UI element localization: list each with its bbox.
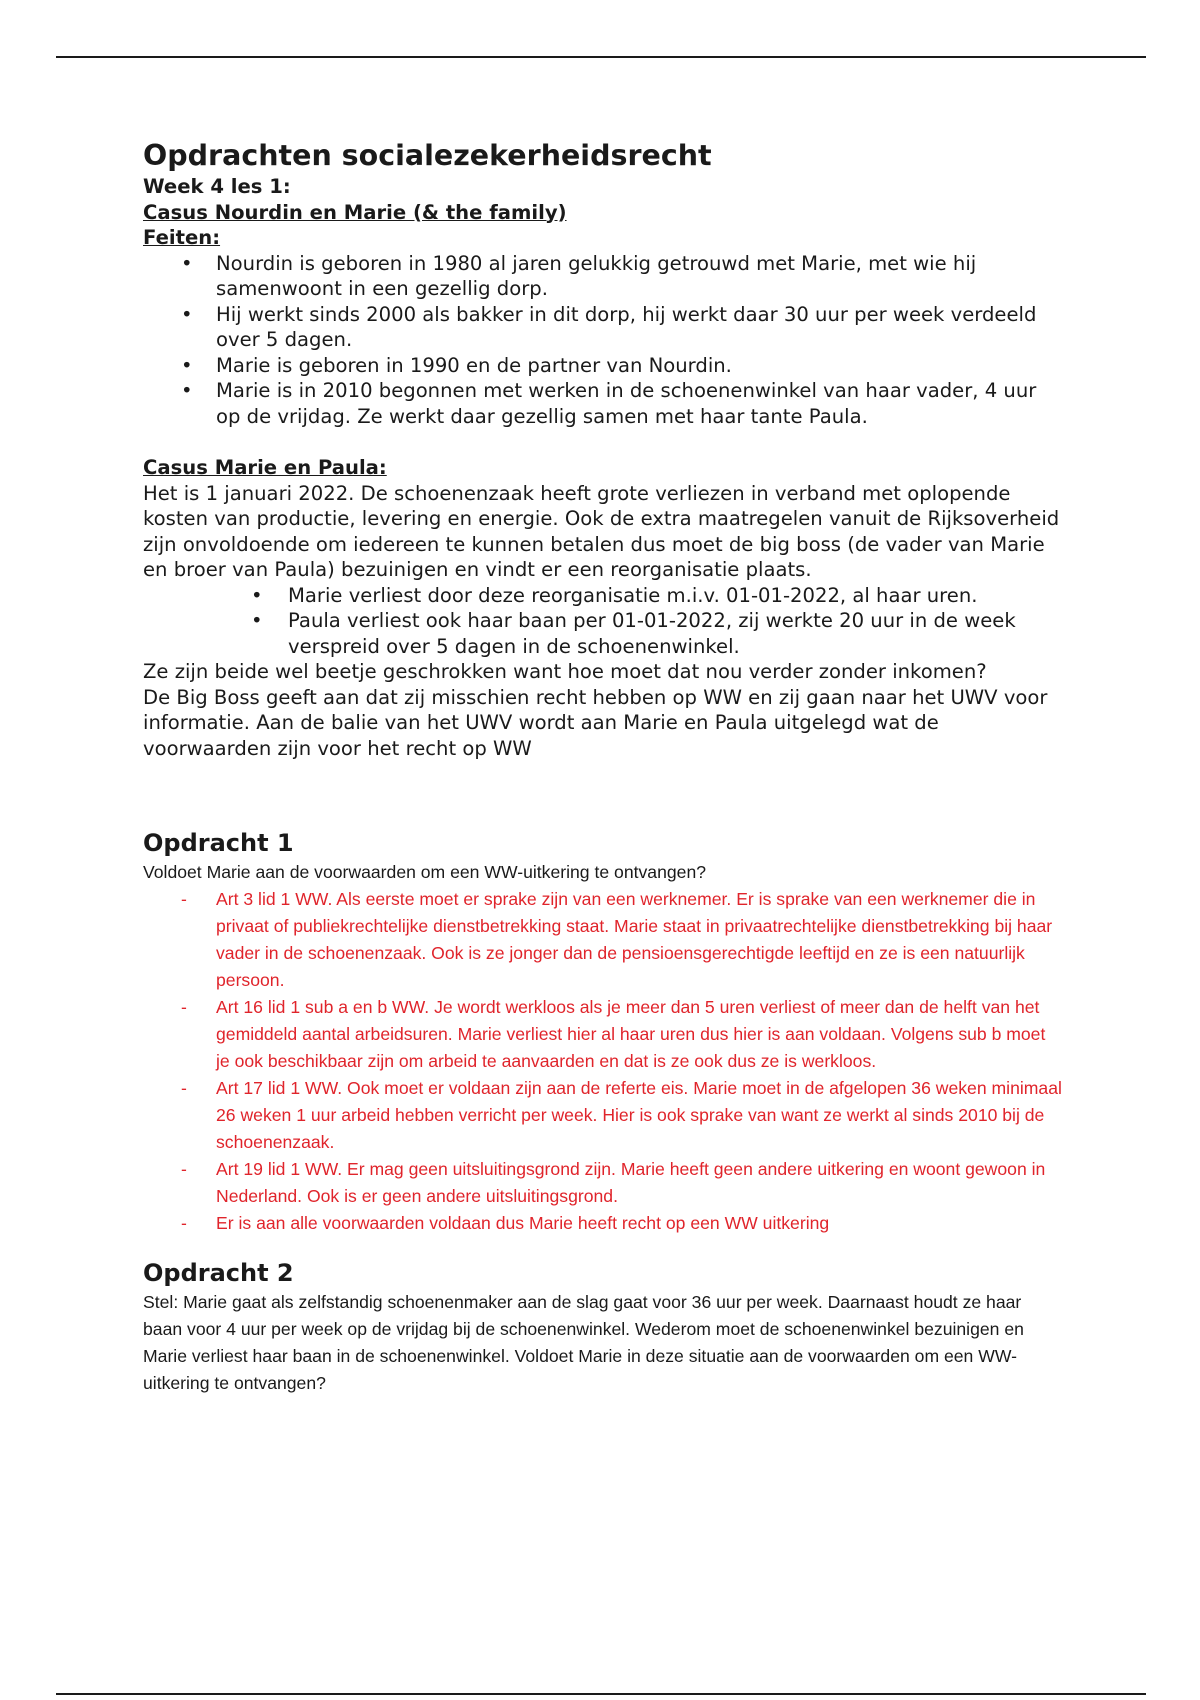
list-item: • Nourdin is geboren in 1980 al jaren gelukkig getrouwd met Marie, met wie hij samenwoont in een gezellig dorp. (143, 251, 1063, 302)
week-label: Week 4 les 1: (143, 175, 291, 198)
opdracht-1-answers (143, 886, 1063, 1237)
opdracht-1-heading: Opdracht 1 (143, 829, 294, 857)
opdracht-2-question: Stel: Marie gaat als zelfstandig schoenenmaker aan de slag gaat voor 36 uur per week. Daarnaast houdt ze haar baan voor 4 uur per week op de vrijdag bij de schoenenwinkel. Wederom moet de schoenenwinkel bezuinigen en Marie verliest haar baan in de schoenenwinkel. Voldoet Marie in deze situatie aan de voorwaarden om een WW-uitkering te ontvangen? (143, 1292, 1024, 1393)
answer-item: - Art 16 lid 1 sub a en b WW. Je wordt werkloos als je meer dan 5 uren verliest of meer dan de helft van het gemiddeld aantal arbeidsuren. Marie verliest hier al haar uren dus hier is aan voldaan. Volgens sub b moet je ook beschikbaar zijn om arbeid te aanvaarden en dat is ze ook dus ze is werkloos. (143, 994, 1063, 1075)
casus-nourdin-heading: Casus Nourdin en Marie (& the family) (143, 200, 567, 224)
casus-intro-paragraph: Het is 1 januari 2022. De schoenenzaak heeft grote verliezen in verband met oplopende kosten van productie, levering en energie. Ook de extra maatregelen vanuit de Rijksoverheid zijn onvoldoende om iedereen te kunnen betalen dus moet de big boss (de vader van Marie en broer van Paula) bezuinigen en vindt er een reorganisatie plaats. (143, 481, 1060, 581)
reorganisatie-list (143, 583, 1063, 660)
opdracht-2-heading: Opdracht 2 (143, 1259, 294, 1287)
answer-item: - Art 19 lid 1 WW. Er mag geen uitsluitingsgrond zijn. Marie heeft geen andere uitkering en woont gewoon in Nederland. Ook is er geen andere uitsluitingsgrond. (143, 1156, 1063, 1210)
feiten-list (143, 251, 1063, 430)
answer-item: - Art 17 lid 1 WW. Ook moet er voldaan zijn aan de referte eis. Marie moet in de afgelopen 36 weken minimaal 26 weken 1 uur arbeid hebben verricht per week. Hier is ook sprake van want ze werkt al sinds 2010 bij de schoenenzaak. (143, 1075, 1063, 1156)
document-body (143, 138, 1063, 1397)
casus-marie-paula-heading: Casus Marie en Paula: (143, 456, 387, 479)
bottom-rule (56, 1693, 1146, 1695)
top-rule (56, 56, 1146, 58)
list-item: • Marie is in 2010 begonnen met werken in de schoenenwinkel van haar vader, 4 uur op de vrijdag. Ze werkt daar gezellig samen met haar tante Paula. (143, 378, 1063, 429)
casus-paragraph-2: Ze zijn beide wel beetje geschrokken want hoe moet dat nou verder zonder inkomen? (143, 660, 987, 683)
list-item: • Marie is geboren in 1990 en de partner van Nourdin. (143, 353, 1063, 379)
list-item: • Paula verliest ook haar baan per 01-01-2022, zij werkte 20 uur in de week verspreid over 5 dagen in de schoenenwinkel. (143, 608, 1063, 659)
answer-item: - Art 3 lid 1 WW. Als eerste moet er sprake zijn van een werknemer. Er is sprake van een werknemer die in privaat of publiekrechtelijke dienstbetrekking staat. Marie staat in privaatrechtelijke dienstbetrekking bij haar vader in de schoenenzaak. Ook is ze jonger dan de pensioensgerechtigde leeftijd en ze is een natuurlijk persoon. (143, 886, 1063, 994)
feiten-label: Feiten: (143, 226, 221, 249)
list-item: • Marie verliest door deze reorganisatie m.i.v. 01-01-2022, al haar uren. (143, 583, 1063, 609)
document-title: Opdrachten socialezekerheidsrecht (143, 139, 712, 172)
casus-paragraph-3: De Big Boss geeft aan dat zij misschien recht hebben op WW en zij gaan naar het UWV voor informatie. Aan de balie van het UWV wordt aan Marie en Paula uitgelegd wat de voorwaarden zijn voor het recht op WW (143, 685, 1048, 760)
answer-item: - Er is aan alle voorwaarden voldaan dus Marie heeft recht op een WW uitkering (143, 1210, 1063, 1237)
opdracht-1-question: Voldoet Marie aan de voorwaarden om een WW-uitkering te ontvangen? (143, 862, 707, 882)
list-item: • Hij werkt sinds 2000 als bakker in dit dorp, hij werkt daar 30 uur per week verdeeld over 5 dagen. (143, 302, 1063, 353)
